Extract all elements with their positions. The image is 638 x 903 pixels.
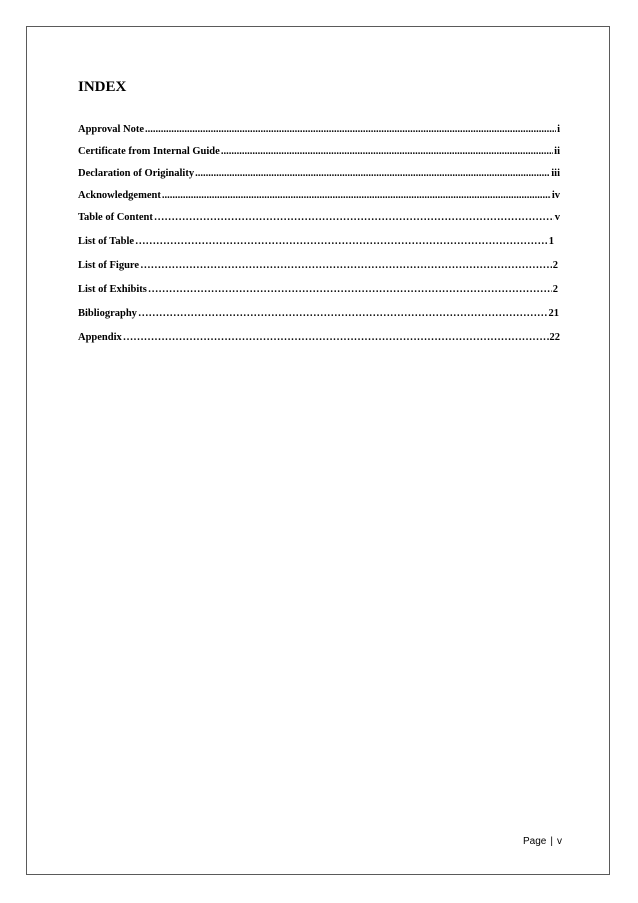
toc-leader-dots: [138, 308, 548, 320]
table-of-contents: [78, 124, 560, 344]
toc-entry-label: Appendix: [78, 332, 122, 343]
toc-entry-label: List of Table: [78, 236, 135, 247]
toc-entry-bibliography: [78, 308, 560, 320]
toc-entry-list-of-exhibits: [78, 284, 560, 296]
toc-leader-dots: [140, 260, 552, 272]
toc-entry-label: Acknowledgement: [78, 190, 161, 201]
toc-entry-page: iv: [551, 190, 560, 201]
toc-leader-dots: [221, 146, 553, 158]
toc-leader-dots: [145, 124, 556, 136]
footer-separator: |: [550, 836, 553, 847]
toc-entry-appendix: [78, 332, 560, 344]
toc-entry-label: Declaration of Originality: [78, 168, 195, 179]
toc-leader-dots: [154, 212, 554, 224]
toc-leader-dots: [123, 332, 549, 344]
toc-entry-label: Bibliography: [78, 308, 137, 319]
toc-entry-page: 22: [549, 332, 560, 343]
toc-leader-dots: [162, 190, 551, 202]
toc-entry-approval-note: [78, 124, 560, 136]
toc-entry-page: 21: [548, 308, 559, 319]
toc-entry-label: Table of Content: [78, 212, 153, 223]
toc-entry-list-of-figure: [78, 260, 560, 272]
toc-entry-page: 1: [548, 236, 554, 247]
toc-entry-page: i: [557, 124, 560, 135]
toc-entry-certificate: [78, 146, 560, 158]
toc-entry-declaration: [78, 168, 560, 180]
toc-entry-label: Approval Note: [78, 124, 145, 135]
toc-entry-acknowledgement: [78, 190, 560, 202]
toc-leader-dots: [195, 168, 550, 180]
toc-entry-page: iii: [551, 168, 560, 179]
toc-leader-dots: [148, 284, 552, 296]
toc-entry-page: 2: [552, 260, 558, 271]
page-footer: [523, 836, 562, 848]
toc-entry-table-of-content: [78, 212, 560, 224]
footer-page-number: v: [556, 836, 562, 847]
toc-entry-page: 2: [552, 284, 558, 295]
toc-entry-label: Certificate from Internal Guide: [78, 146, 220, 157]
toc-entry-label: List of Exhibits: [78, 284, 147, 295]
toc-leader-dots: [135, 236, 548, 248]
footer-page-label: Page: [523, 836, 547, 847]
toc-entry-label: List of Figure: [78, 260, 140, 271]
toc-entry-page: v: [554, 212, 560, 223]
page-title: INDEX: [78, 79, 127, 95]
toc-entry-list-of-table: [78, 236, 560, 248]
toc-entry-page: ii: [554, 146, 560, 157]
